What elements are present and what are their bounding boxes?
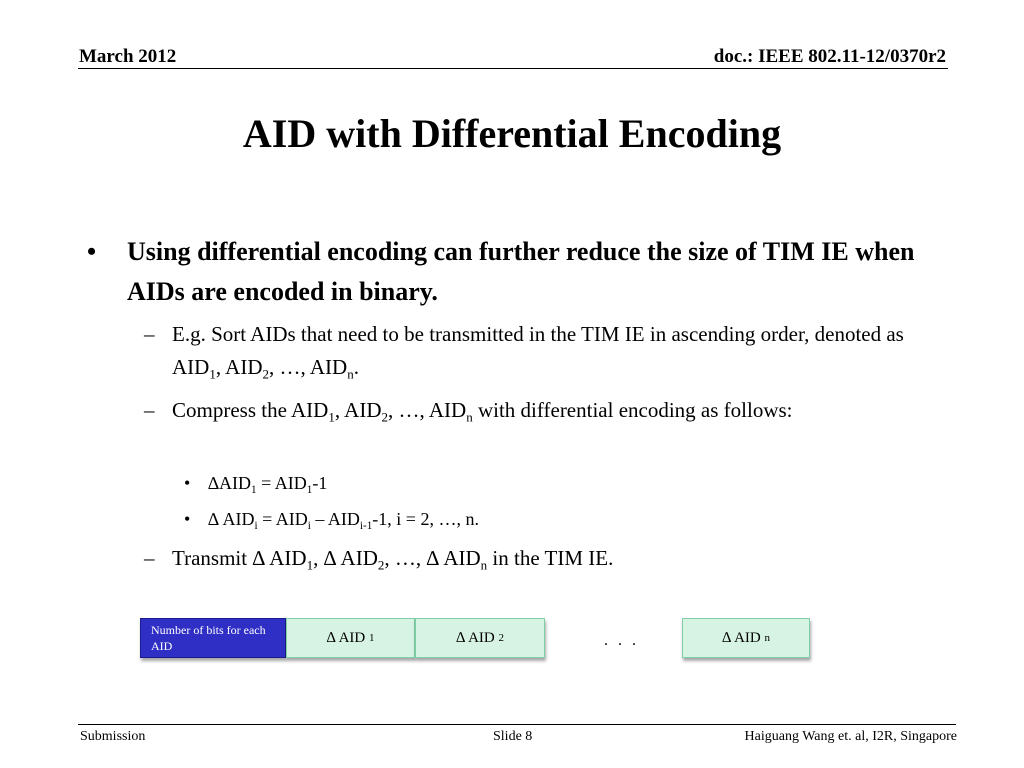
dash-marker: – xyxy=(144,398,155,422)
subscript: 2 xyxy=(262,366,270,382)
header-date: March 2012 xyxy=(79,46,177,67)
subscript: 1 xyxy=(251,483,257,496)
footer-slide-number: Slide 8 xyxy=(493,729,533,744)
text-run: , …, AID xyxy=(269,355,348,379)
subscript: i xyxy=(254,519,258,532)
subscript: 1 xyxy=(306,483,313,496)
subscript: 1 xyxy=(209,366,216,382)
delta-aid-label: ∆ AID xyxy=(455,629,495,646)
delta-aid-n-box: ∆ AID n xyxy=(682,618,810,658)
bullet-marker: • xyxy=(184,509,191,529)
sub-item-text xyxy=(172,318,942,384)
subscript: 1 xyxy=(328,409,335,425)
text-run: Transmit ∆ AID xyxy=(172,546,307,570)
text-run: , …, ∆ AID xyxy=(384,546,481,570)
delta-aid-label: ∆ AID xyxy=(326,629,366,646)
subscript: 2 xyxy=(381,409,389,425)
subscript: 1 xyxy=(306,557,314,573)
bits-per-aid-label: Number of bits for each AID xyxy=(151,623,266,653)
subscript: i-1 xyxy=(359,519,373,532)
text-run: , AID xyxy=(334,398,382,422)
sub-item-text xyxy=(172,542,942,575)
text-run: , ∆ AID xyxy=(313,546,378,570)
bullet-marker: • xyxy=(184,473,191,493)
text-run: E.g. Sort AIDs that need to be transmitted in the TIM IE in ascending order, denoted as AID xyxy=(172,322,904,379)
subscript: i xyxy=(307,519,311,532)
header-doc-id: doc.: IEEE 802.11-12/0370r2 xyxy=(713,46,946,67)
text-run: , …, AID xyxy=(388,398,467,422)
dash-marker: – xyxy=(144,546,155,570)
subscript: 2 xyxy=(377,557,385,573)
text-run: Compress the AID xyxy=(172,398,329,422)
delta-aid-1-box: ∆ AID 1 xyxy=(286,618,415,658)
delta-aid-label: ∆ AID xyxy=(721,629,761,646)
header-divider xyxy=(78,68,948,69)
main-bullet-text: Using differential encoding can further reduce the size of TIM IE when AIDs are encoded in binary. xyxy=(127,237,915,306)
footer-authors: Haiguang Wang et. al, I2R, Singapore xyxy=(744,729,957,744)
bullet-marker: • xyxy=(87,237,97,266)
slide-title: AID with Differential Encoding xyxy=(242,111,782,156)
text-run: ∆ AID xyxy=(208,509,255,529)
footer-divider xyxy=(78,724,956,725)
text-run: = AID xyxy=(256,473,307,493)
dash-marker: – xyxy=(144,322,155,346)
text-run: . xyxy=(353,355,359,379)
text-run: , AID xyxy=(215,355,263,379)
subscript: n xyxy=(480,557,488,573)
subscript: n xyxy=(466,409,473,425)
text-run: with differential encoding as follows: xyxy=(472,398,793,422)
bits-per-aid-box xyxy=(140,618,286,658)
text-run: -1, i = 2, …, n. xyxy=(372,509,479,529)
formula-text xyxy=(208,470,327,496)
text-run: ∆AID xyxy=(208,473,252,493)
text-run: in the TIM IE. xyxy=(487,546,614,570)
text-run: – AID xyxy=(310,509,360,529)
delta-aid-2-box: ∆ AID 2 xyxy=(415,618,545,658)
footer-submission: Submission xyxy=(80,729,146,744)
ellipsis: . . . xyxy=(604,632,639,649)
subscript: n xyxy=(347,366,354,382)
formula-text xyxy=(208,506,479,532)
text-run: -1 xyxy=(312,473,328,493)
sub-item-text xyxy=(172,394,942,427)
text-run: = AID xyxy=(257,509,308,529)
